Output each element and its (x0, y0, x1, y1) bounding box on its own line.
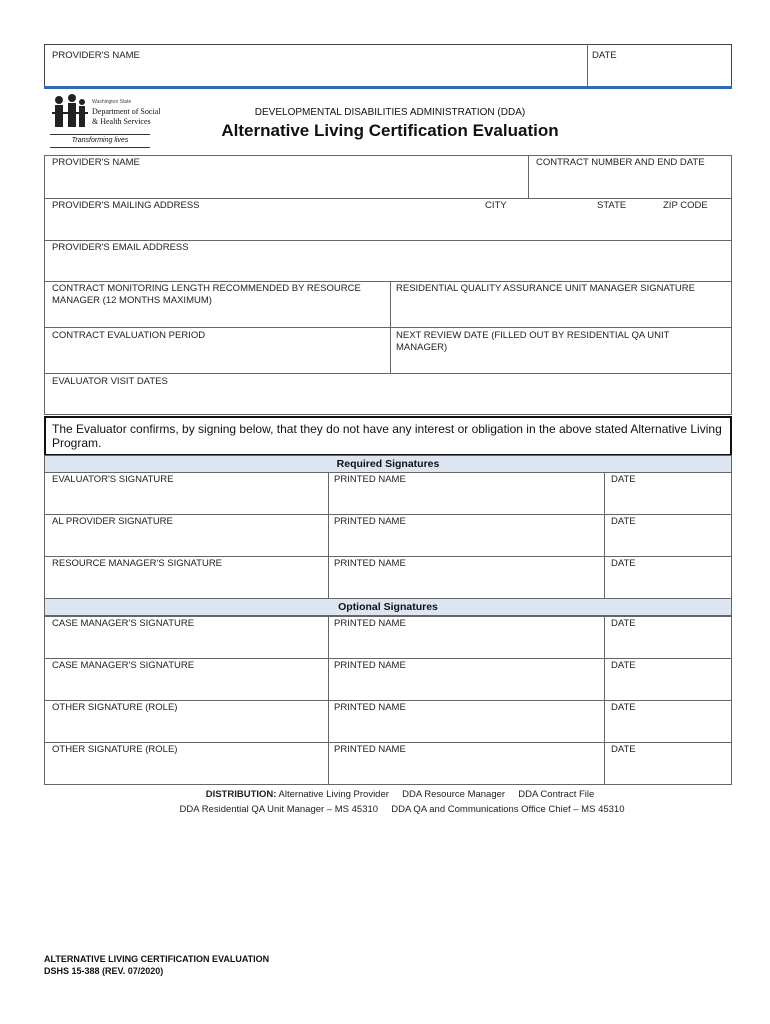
signature-field[interactable]: EVALUATOR'S SIGNATURE (52, 474, 174, 485)
rqa-signature-field[interactable]: RESIDENTIAL QUALITY ASSURANCE UNIT MANAGER SIGNATURE (396, 283, 695, 294)
printed-name-field[interactable]: PRINTED NAME (334, 618, 406, 629)
footer-title: ALTERNATIVE LIVING CERTIFICATION EVALUATION (44, 954, 270, 964)
printed-name-field[interactable]: PRINTED NAME (334, 744, 406, 755)
printed-name-field[interactable]: PRINTED NAME (334, 516, 406, 527)
city-field[interactable]: CITY (485, 200, 507, 211)
distribution-line1 (0, 789, 770, 801)
printed-name-field[interactable]: PRINTED NAME (334, 702, 406, 713)
top-provider-box[interactable] (44, 44, 732, 87)
logo-line2: Department of Social (92, 107, 161, 116)
blue-divider (44, 86, 732, 89)
signature-field[interactable]: OTHER SIGNATURE (ROLE) (52, 744, 178, 755)
distribution-recipients-1: Alternative Living Provider DDA Resource Manager DDA Contract File (278, 789, 595, 800)
date-field[interactable]: DATE (611, 660, 636, 671)
signature-field[interactable]: RESOURCE MANAGER'S SIGNATURE (52, 558, 223, 569)
date-field[interactable]: DATE (611, 618, 636, 629)
confirmation-statement: The Evaluator confirms, by signing below, that they do not have any interest or obligation in the above stated Alternative Living Program. (44, 416, 732, 456)
agency-name: DEVELOPMENTAL DISABILITIES ADMINISTRATION (DDA) (254, 107, 526, 118)
signature-field[interactable]: CASE MANAGER'S SIGNATURE (52, 618, 195, 629)
date-field[interactable]: DATE (611, 702, 636, 713)
email-field[interactable]: PROVIDER'S EMAIL ADDRESS (52, 242, 189, 253)
footer-form-number: DSHS 15-388 (REV. 07/2020) (44, 966, 164, 976)
printed-name-field[interactable]: PRINTED NAME (334, 660, 406, 671)
contract-number-field[interactable]: CONTRACT NUMBER AND END DATE (536, 157, 705, 168)
evaluation-period-field[interactable]: CONTRACT EVALUATION PERIOD (52, 330, 206, 341)
printed-name-field[interactable]: PRINTED NAME (334, 474, 406, 485)
signature-field[interactable]: CASE MANAGER'S SIGNATURE (52, 660, 195, 671)
top-provider-name-label: PROVIDER'S NAME (52, 50, 140, 61)
logo-line1: Washington State (92, 99, 132, 105)
top-date-label: DATE (592, 50, 617, 61)
zip-field[interactable]: ZIP CODE (663, 200, 708, 211)
date-field[interactable]: DATE (611, 558, 636, 569)
date-field[interactable]: DATE (611, 516, 636, 527)
signature-field[interactable]: AL PROVIDER SIGNATURE (52, 516, 173, 527)
visit-dates-field[interactable]: EVALUATOR VISIT DATES (52, 376, 168, 387)
mailing-address-field[interactable]: PROVIDER'S MAILING ADDRESS (52, 200, 200, 211)
printed-name-field[interactable]: PRINTED NAME (334, 558, 406, 569)
dshs-logo (50, 94, 161, 150)
state-field[interactable]: STATE (597, 200, 627, 211)
page-title: Alternative Living Certification Evaluation (221, 121, 559, 140)
date-field[interactable]: DATE (611, 744, 636, 755)
distribution-label: DISTRIBUTION: (205, 789, 277, 800)
distribution-line2: DDA Residential QA Unit Manager – MS 45310 DDA QA and Communications Office Chief – MS 45310 (179, 804, 625, 815)
people-icon (50, 94, 90, 128)
signature-field[interactable]: OTHER SIGNATURE (ROLE) (52, 702, 178, 713)
logo-tagline: Transforming lives (50, 134, 150, 148)
monitoring-length-field[interactable]: CONTRACT MONITORING LENGTH RECOMMENDED BY RESOURCE MANAGER (12 MONTHS MAXIMUM) (52, 283, 361, 306)
optional-signatures-header: Optional Signatures (44, 598, 732, 616)
required-signatures-header: Required Signatures (44, 455, 732, 473)
date-field[interactable]: DATE (611, 474, 636, 485)
provider-name-field[interactable]: PROVIDER'S NAME (52, 157, 140, 168)
logo-line3: & Health Services (92, 117, 151, 126)
next-review-field[interactable]: NEXT REVIEW DATE (FILLED OUT BY RESIDENTIAL QA UNIT MANAGER) (396, 330, 670, 353)
